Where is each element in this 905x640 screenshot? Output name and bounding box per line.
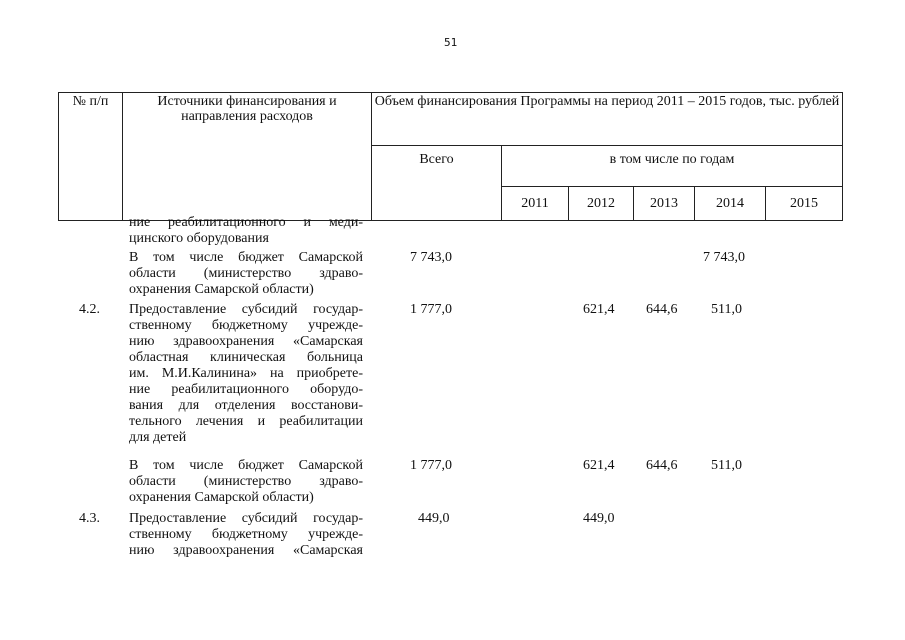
text-line: областная клиническая больница: [129, 350, 363, 365]
cell-total: 1 777,0: [410, 458, 452, 473]
cell-2014: 511,0: [711, 458, 742, 473]
header-num: № п/п: [59, 93, 123, 221]
text-line: Предоставление субсидий государ-: [129, 302, 363, 317]
text-line: В том числе бюджет Самарской: [129, 250, 363, 265]
cell-2012: 621,4: [583, 302, 615, 317]
cell-2013: 644,6: [646, 302, 678, 317]
cell-total: 1 777,0: [410, 302, 452, 317]
text-line: вания для отделения восстанови-: [129, 398, 363, 413]
row-description: [129, 302, 363, 446]
header-year: 2012: [569, 187, 634, 221]
header-year: 2014: [695, 187, 766, 221]
text-line: области (министерство здраво-: [129, 474, 363, 489]
text-line: нию здравоохранения «Самарская: [129, 543, 363, 558]
header-volume: Объем финансирования Программы на период 2011 – 2015 годов, тыс. рублей: [372, 93, 843, 146]
row-number: 4.3.: [79, 511, 100, 526]
table-header: [58, 92, 843, 221]
cell-2012: 449,0: [583, 511, 615, 526]
text-line: для детей: [129, 430, 187, 445]
header-year: 2013: [634, 187, 695, 221]
text-line: ственному бюджетному учрежде-: [129, 318, 363, 333]
text-line: ние реабилитационного и меди-: [129, 215, 363, 230]
cell-total: 449,0: [418, 511, 450, 526]
text-line: В том числе бюджет Самарской: [129, 458, 363, 473]
text-line: им. М.И.Калинина» на приобрете-: [129, 366, 363, 381]
header-source: Источники финансирования и направления расходов: [123, 93, 372, 221]
cell-total: 7 743,0: [410, 250, 452, 265]
header-year: 2015: [766, 187, 843, 221]
header-total: Всего: [372, 146, 502, 221]
text-line: ние реабилитационного оборудо-: [129, 382, 363, 397]
text-line: тельного лечения и реабилитации: [129, 414, 363, 429]
text-line: охранения Самарской области): [129, 282, 314, 297]
row-description: [129, 511, 363, 559]
text-line: Предоставление субсидий государ-: [129, 511, 363, 526]
row-description: [129, 215, 363, 247]
cell-2013: 644,6: [646, 458, 678, 473]
text-line: области (министерство здраво-: [129, 266, 363, 281]
row-description: [129, 458, 363, 506]
text-line: цинского оборудования: [129, 231, 269, 246]
text-line: охранения Самарской области): [129, 490, 314, 505]
header-year: 2011: [502, 187, 569, 221]
row-description: [129, 250, 363, 298]
cell-2014: 7 743,0: [703, 250, 745, 265]
header-by-years: в том числе по годам: [502, 146, 843, 187]
text-line: нию здравоохранения «Самарская: [129, 334, 363, 349]
page-number: 51: [444, 36, 458, 49]
cell-2014: 511,0: [711, 302, 742, 317]
row-number: 4.2.: [79, 302, 100, 317]
text-line: ственному бюджетному учрежде-: [129, 527, 363, 542]
cell-2012: 621,4: [583, 458, 615, 473]
